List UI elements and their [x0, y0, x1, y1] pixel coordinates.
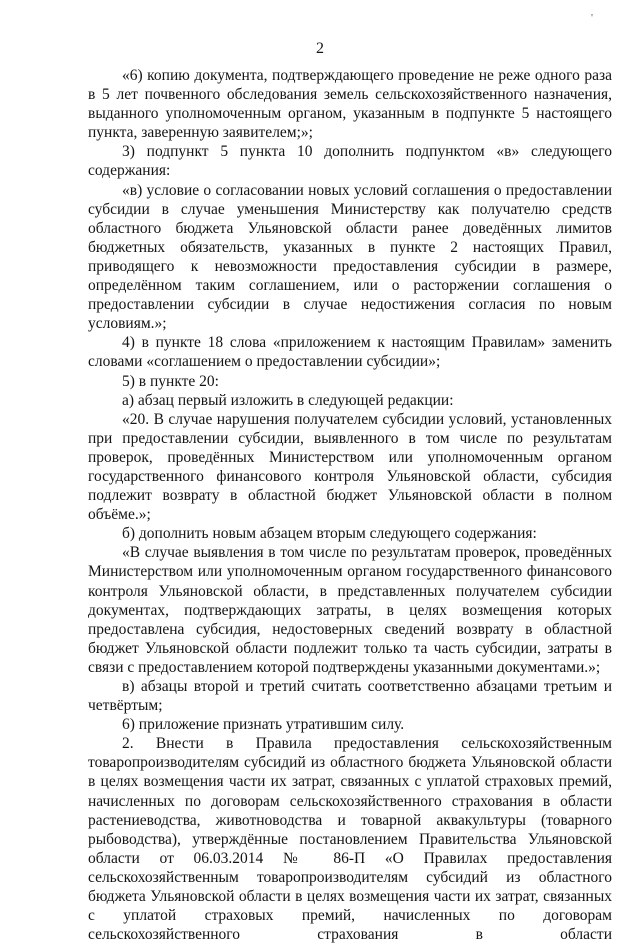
paragraph: «В случае выявления в том числе по результатам проверок, проведённых Министерством или уполномоченным органом государственного финансового контроля Ульяновской области, в представленных получателем субсидии документах, подтверждающих затраты, в целях возмещения которых предоставлена субсидия, недостоверных сведений возврату в областной бюджет Ульяновской области подлежит только та часть субсидии, затраты в связи с предоставлением которой подтверждены указанными документами.»;	[88, 544, 612, 676]
paragraph: 5) в пункте 20:	[122, 372, 219, 390]
page-number: 2	[316, 40, 324, 57]
paragraph: б) дополнить новым абзацем вторым следующего содержания:	[122, 525, 537, 543]
corner-mark: '	[591, 12, 593, 24]
paragraph: «6) копию документа, подтверждающего проведение не реже одного раза в 5 лет почвенного обследования земель сельскохозяйственного назначения, выданного уполномоченным органом, указанным в подпункте 5 настоящего пункта, заверенную заявителем;»;	[88, 67, 612, 142]
paragraph: в) абзацы второй и третий считать соответственно абзацами третьим и четвёртым;	[88, 678, 612, 715]
paragraph: «в) условие о согласовании новых условий соглашения о предоставлении субсидии в случае уменьшения Министерству как получателю средств областного бюджета Ульяновской области ранее доведённых лимитов бюджетных обязательств, указанных в пункте 2 настоящих Правил, приводящего к невозможности предоставления субсидии в размере, определённом таким соглашением, или о расторжении соглашения о предоставлении субсидии в случае недостижения согласия по новым условиям.»;	[88, 181, 612, 333]
paragraph: «20. В случае нарушения получателем субсидии условий, установленных при предоставлении субсидии, выявленного в том числе по результатам проверок, проведённых Министерством или уполномоченным органом государственного финансового контроля Ульяновской области, субсидия подлежит возврату в областной бюджет Ульяновской области в полном объёме.»;	[88, 410, 612, 524]
paragraph: 6) приложение признать утратившим силу.	[122, 716, 405, 734]
paragraph: 3) подпункт 5 пункта 10 дополнить подпунктом «в» следующего содержания:	[88, 143, 612, 180]
paragraph: 2. Внести в Правила предоставления сельскохозяйственным товаропроизводителям субсидий из областного бюджета Ульяновской области в целях возмещения части их затрат, связанных с уплатой страховых премий, начисленных по договорам сельскохозяйственного страхования в области растениеводства, животноводства и товарной аквакультуры (товарного рыбоводства), утверждённые постановлением Правительства Ульяновской области от 06.03.2014 № 86-П «О Правилах предоставления сельскохозяйственным товаропроизводителям субсидий из областного бюджета Ульяновской области в целях возмещения части их затрат, связанных с уплатой страховых премий, начисленных по договорам сельскохозяйственного страхования в области	[88, 735, 612, 944]
paragraph: 4) в пункте 18 слова «приложением к настоящим Правилам» заменить словами «соглашением о предоставлении субсидии»;	[88, 334, 612, 371]
paragraph: а) абзац первый изложить в следующей редакции:	[122, 391, 454, 409]
document-body	[88, 66, 612, 944]
